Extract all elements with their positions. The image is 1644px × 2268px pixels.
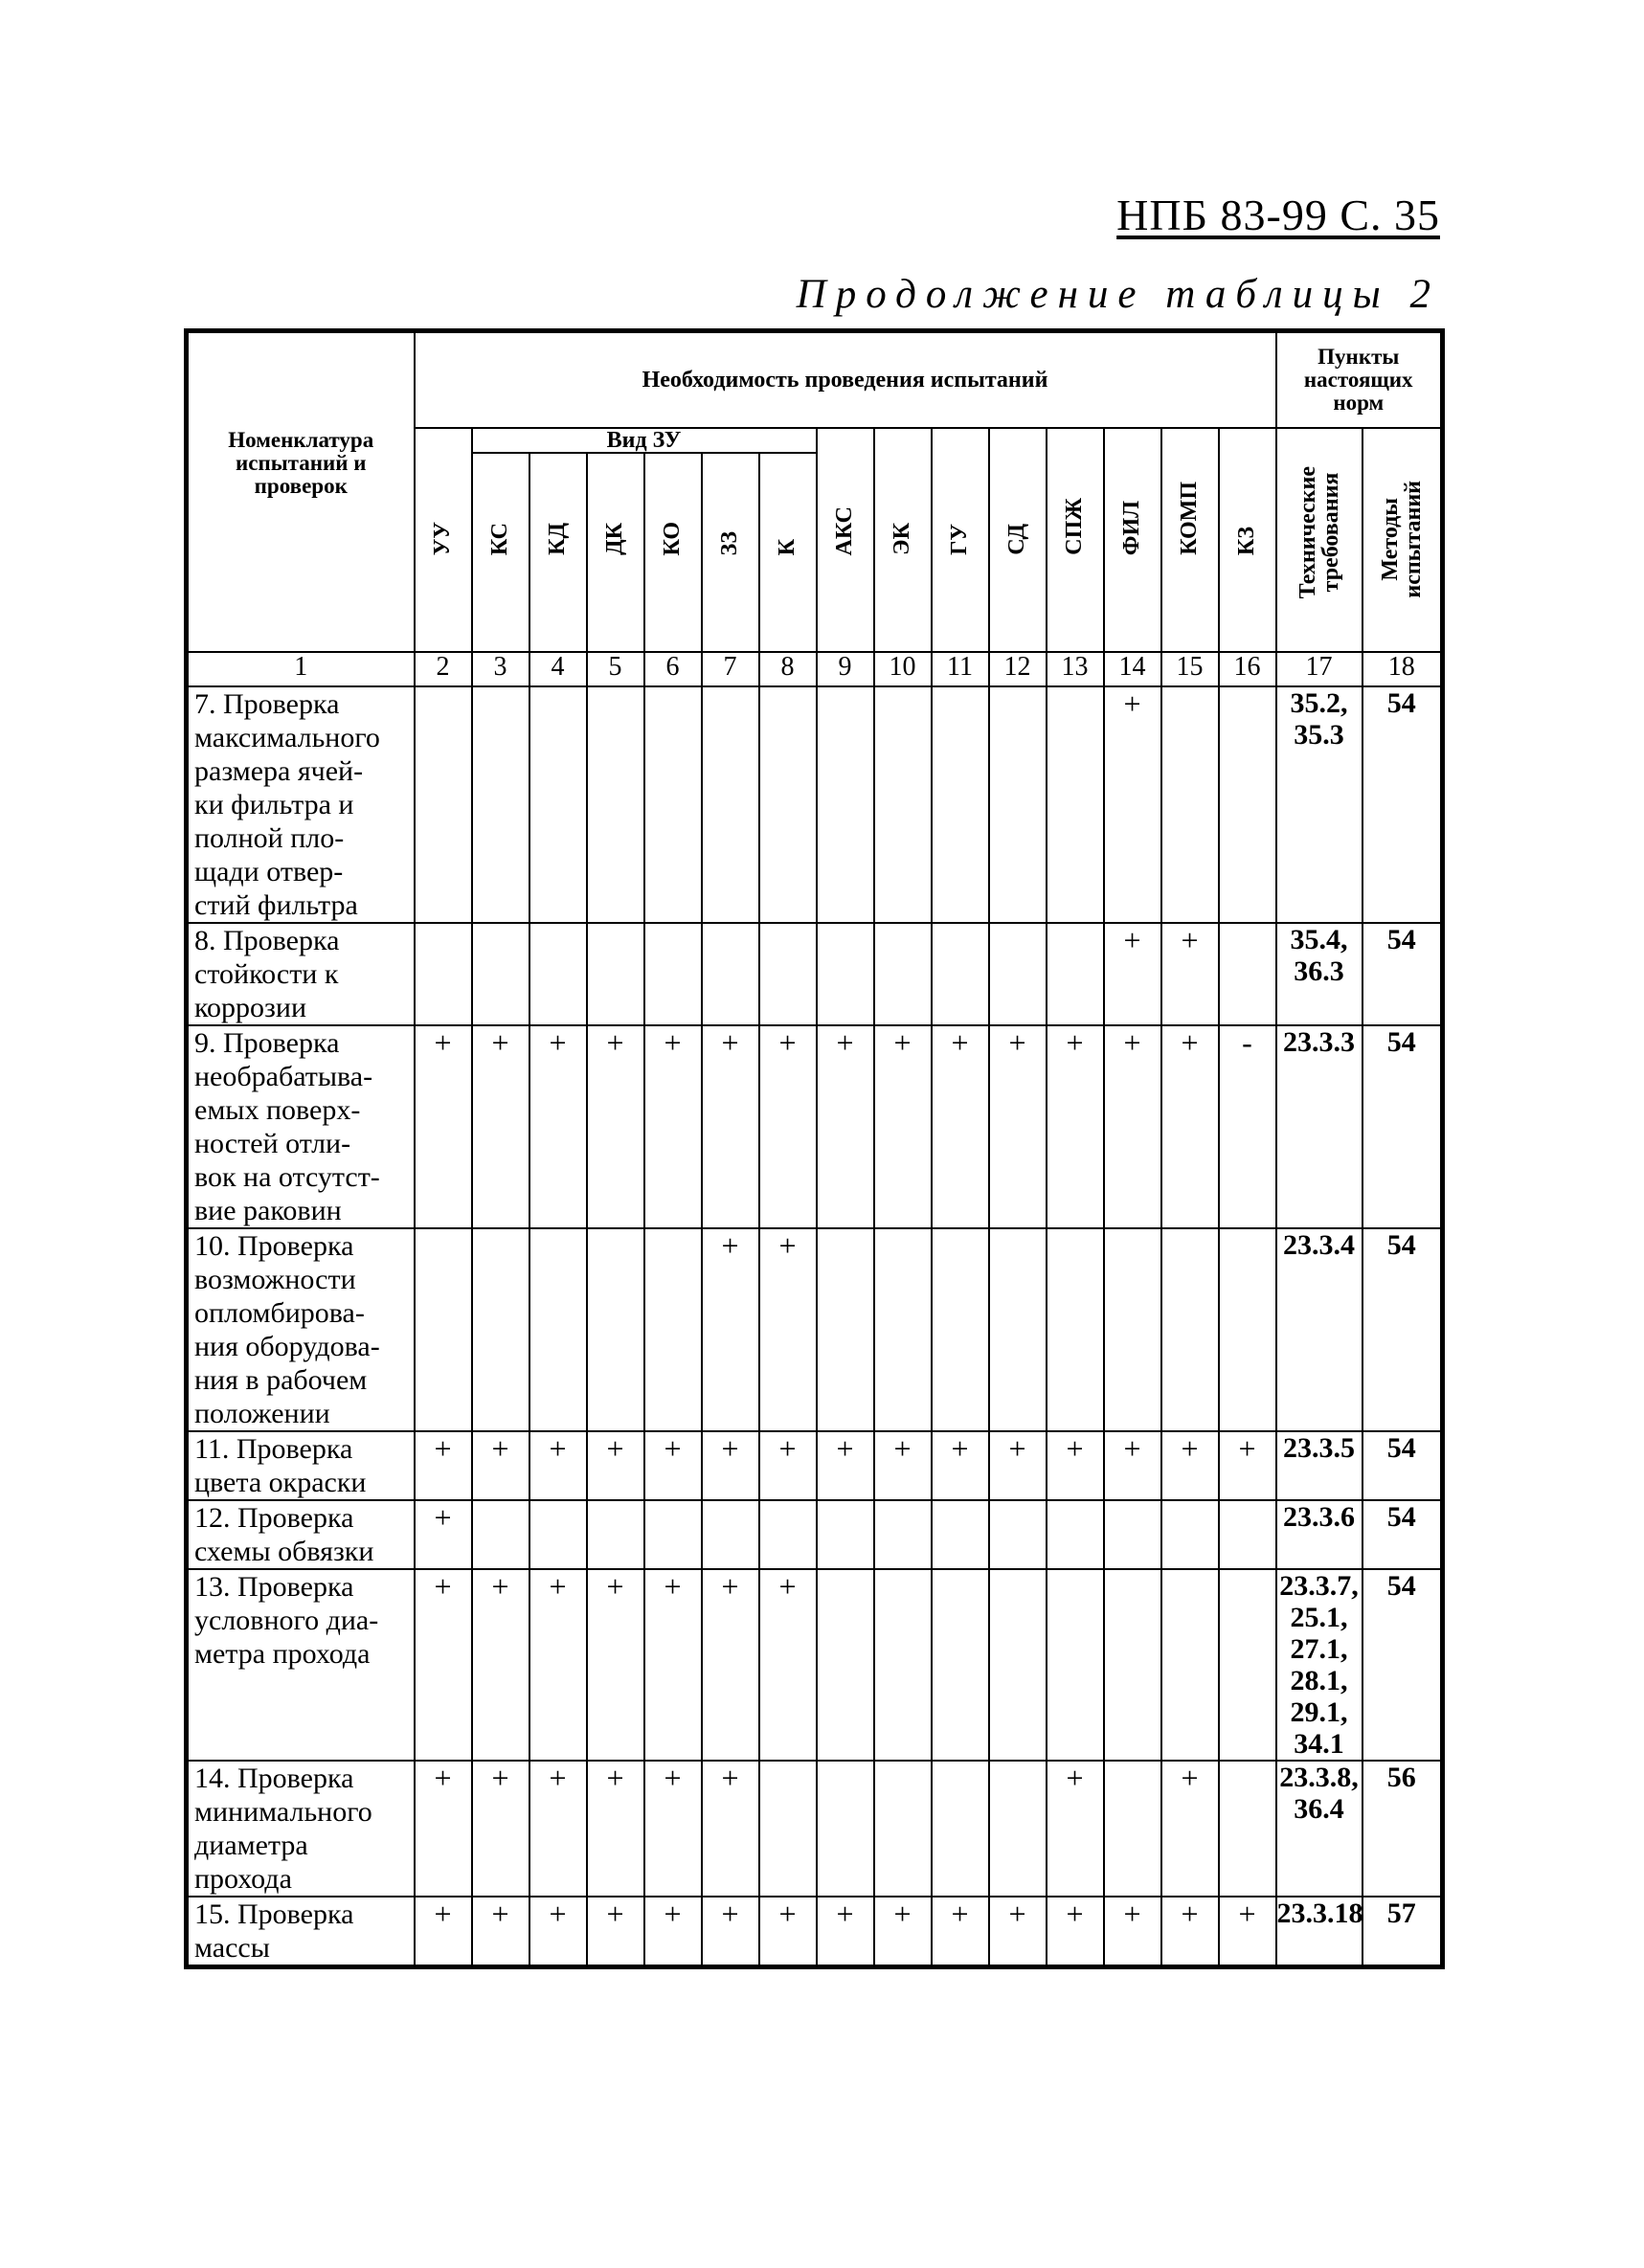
applicability-mark: [989, 1761, 1047, 1897]
applicability-mark: +: [587, 1431, 644, 1500]
applicability-mark: +: [1161, 1897, 1219, 1967]
applicability-mark: [817, 1761, 874, 1897]
applicability-mark: +: [587, 1897, 644, 1967]
applicability-mark: +: [644, 1897, 702, 1967]
applicability-mark: +: [817, 1431, 874, 1500]
applicability-mark: +: [529, 1431, 587, 1500]
applicability-mark: +: [702, 1228, 759, 1431]
applicability-mark: [1104, 1500, 1161, 1569]
applicability-mark: +: [415, 1500, 472, 1569]
applicability-mark: [587, 1500, 644, 1569]
applicability-mark: +: [644, 1431, 702, 1500]
col-header-ko: КО: [644, 453, 702, 652]
applicability-mark: [1047, 1500, 1104, 1569]
applicability-mark: +: [1104, 923, 1161, 1025]
applicability-mark: +: [472, 1569, 529, 1761]
applicability-mark: [817, 1228, 874, 1431]
column-number: 8: [759, 652, 817, 686]
tech-requirements-ref: 35.2, 35.3: [1276, 686, 1362, 923]
applicability-mark: [702, 1500, 759, 1569]
column-number: 9: [817, 652, 874, 686]
test-methods-ref: 54: [1362, 1025, 1443, 1228]
test-name: 9. Проверка необрабатыва- емых поверх- ностей отли- вок на отсутст- вие раковин: [187, 1025, 415, 1228]
applicability-mark: [874, 1761, 932, 1897]
applicability-mark: +: [759, 1228, 817, 1431]
applicability-mark: [1161, 1228, 1219, 1431]
test-name: 14. Проверка минимального диаметра прохода: [187, 1761, 415, 1897]
tech-requirements-ref: 23.3.18: [1276, 1897, 1362, 1967]
applicability-mark: +: [644, 1761, 702, 1897]
page-header: НПБ 83-99 С. 35: [1116, 191, 1440, 239]
table-row: [187, 923, 1443, 1025]
column-number: 14: [1104, 652, 1161, 686]
applicability-mark: +: [874, 1025, 932, 1228]
applicability-mark: +: [472, 1761, 529, 1897]
applicability-mark: [932, 686, 989, 923]
applicability-mark: [415, 1228, 472, 1431]
applicability-mark: [472, 1228, 529, 1431]
applicability-mark: [1219, 1761, 1276, 1897]
applicability-mark: [1219, 1569, 1276, 1761]
col-header-komp: КОМП: [1161, 428, 1219, 652]
norm-points-header: Пункты настоящих норм: [1276, 331, 1443, 429]
column-number: 3: [472, 652, 529, 686]
applicability-mark: [759, 1761, 817, 1897]
test-methods-ref: 54: [1362, 923, 1443, 1025]
applicability-mark: +: [702, 1025, 759, 1228]
column-number: 10: [874, 652, 932, 686]
applicability-mark: +: [587, 1569, 644, 1761]
applicability-mark: [817, 923, 874, 1025]
applicability-mark: [587, 1228, 644, 1431]
applicability-mark: [989, 923, 1047, 1025]
applicability-mark: +: [644, 1569, 702, 1761]
tech-requirements-ref: 23.3.5: [1276, 1431, 1362, 1500]
applicability-mark: [759, 686, 817, 923]
applicability-mark: +: [1104, 686, 1161, 923]
applicability-mark: +: [415, 1431, 472, 1500]
column-number: 13: [1047, 652, 1104, 686]
column-number: 5: [587, 652, 644, 686]
applicability-mark: +: [874, 1431, 932, 1500]
applicability-mark: [415, 686, 472, 923]
col-header-zz: ЗЗ: [702, 453, 759, 652]
applicability-mark: [932, 1500, 989, 1569]
applicability-mark: [1047, 686, 1104, 923]
test-methods-ref: 57: [1362, 1897, 1443, 1967]
col-header-spzh: СПЖ: [1047, 428, 1104, 652]
tech-requirements-ref: 23.3.6: [1276, 1500, 1362, 1569]
applicability-mark: [874, 1228, 932, 1431]
applicability-mark: [1219, 1500, 1276, 1569]
applicability-mark: [644, 1500, 702, 1569]
tests-table: [184, 328, 1445, 1969]
applicability-mark: +: [472, 1431, 529, 1500]
column-number: 12: [989, 652, 1047, 686]
applicability-mark: [932, 1569, 989, 1761]
applicability-mark: +: [989, 1025, 1047, 1228]
applicability-mark: [587, 923, 644, 1025]
table-row: [187, 686, 1443, 923]
applicability-mark: [874, 686, 932, 923]
applicability-mark: [817, 686, 874, 923]
applicability-mark: +: [587, 1025, 644, 1228]
applicability-mark: +: [1047, 1431, 1104, 1500]
applicability-mark: [989, 1500, 1047, 1569]
col-header-tech-requirements: Технические требования: [1276, 428, 1362, 652]
table-row: [187, 1431, 1443, 1500]
applicability-mark: +: [1161, 923, 1219, 1025]
applicability-mark: +: [932, 1025, 989, 1228]
table-row: [187, 1228, 1443, 1431]
column-number: 1: [187, 652, 415, 686]
applicability-mark: [1104, 1228, 1161, 1431]
col-header-test-methods: Методы испытаний: [1362, 428, 1443, 652]
applicability-mark: +: [1219, 1431, 1276, 1500]
column-number: 17: [1276, 652, 1362, 686]
test-methods-ref: 54: [1362, 1569, 1443, 1761]
applicability-mark: [817, 1569, 874, 1761]
test-name: 12. Проверка схемы обвязки: [187, 1500, 415, 1569]
test-name: 7. Проверка максимального размера ячей- ки фильтра и полной пло- щади отвер- стий фильтра: [187, 686, 415, 923]
applicability-mark: +: [415, 1897, 472, 1967]
applicability-mark: [817, 1500, 874, 1569]
applicability-mark: +: [1047, 1761, 1104, 1897]
applicability-mark: +: [759, 1569, 817, 1761]
applicability-mark: [415, 923, 472, 1025]
vid-zu-header: Вид ЗУ: [472, 428, 817, 453]
col-header-gu: ГУ: [932, 428, 989, 652]
applicability-mark: +: [932, 1897, 989, 1967]
applicability-mark: +: [759, 1025, 817, 1228]
applicability-mark: [1219, 1228, 1276, 1431]
test-methods-ref: 54: [1362, 1431, 1443, 1500]
test-name: 13. Проверка условного диа- метра прохода: [187, 1569, 415, 1761]
applicability-mark: +: [1161, 1431, 1219, 1500]
test-methods-ref: 54: [1362, 686, 1443, 923]
applicability-mark: [989, 1228, 1047, 1431]
applicability-mark: +: [989, 1431, 1047, 1500]
applicability-mark: [1161, 1569, 1219, 1761]
applicability-mark: +: [1161, 1025, 1219, 1228]
col-header-uu: УУ: [415, 428, 472, 652]
applicability-mark: [1047, 923, 1104, 1025]
table-row: [187, 1569, 1443, 1761]
applicability-mark: +: [874, 1897, 932, 1967]
table-row: [187, 1897, 1443, 1967]
column-number: 6: [644, 652, 702, 686]
applicability-mark: +: [529, 1569, 587, 1761]
applicability-mark: [1219, 686, 1276, 923]
applicability-mark: [472, 923, 529, 1025]
tech-requirements-ref: 35.4, 36.3: [1276, 923, 1362, 1025]
test-methods-ref: 54: [1362, 1500, 1443, 1569]
applicability-mark: +: [1047, 1897, 1104, 1967]
tech-requirements-ref: 23.3.4: [1276, 1228, 1362, 1431]
applicability-mark: +: [702, 1761, 759, 1897]
applicability-mark: [1047, 1228, 1104, 1431]
applicability-mark: +: [415, 1025, 472, 1228]
applicability-mark: [644, 1228, 702, 1431]
applicability-mark: +: [989, 1897, 1047, 1967]
applicability-mark: +: [702, 1431, 759, 1500]
applicability-mark: +: [529, 1025, 587, 1228]
applicability-mark: [932, 1228, 989, 1431]
applicability-mark: [644, 923, 702, 1025]
test-name: 15. Проверка массы: [187, 1897, 415, 1967]
applicability-mark: [587, 686, 644, 923]
col-header-aks: АКС: [817, 428, 874, 652]
applicability-mark: [529, 686, 587, 923]
applicability-mark: -: [1219, 1025, 1276, 1228]
col-header-k: К: [759, 453, 817, 652]
applicability-mark: [702, 923, 759, 1025]
col-header-ek: ЭК: [874, 428, 932, 652]
table-row: [187, 1761, 1443, 1897]
applicability-mark: +: [587, 1761, 644, 1897]
col-header-fil: ФИЛ: [1104, 428, 1161, 652]
applicability-mark: [932, 923, 989, 1025]
column-number: 18: [1362, 652, 1443, 686]
necessity-header: Необходимость проведения испытаний: [415, 331, 1276, 429]
applicability-mark: +: [1104, 1897, 1161, 1967]
applicability-mark: +: [817, 1897, 874, 1967]
col-header-kz: КЗ: [1219, 428, 1276, 652]
test-methods-ref: 54: [1362, 1228, 1443, 1431]
applicability-mark: [1104, 1761, 1161, 1897]
applicability-mark: +: [529, 1761, 587, 1897]
applicability-mark: +: [817, 1025, 874, 1228]
applicability-mark: [989, 1569, 1047, 1761]
applicability-mark: +: [759, 1431, 817, 1500]
applicability-mark: [644, 686, 702, 923]
applicability-mark: +: [702, 1897, 759, 1967]
applicability-mark: [989, 686, 1047, 923]
applicability-mark: +: [1219, 1897, 1276, 1967]
tech-requirements-ref: 23.3.7, 25.1, 27.1, 28.1, 29.1, 34.1: [1276, 1569, 1362, 1761]
applicability-mark: +: [644, 1025, 702, 1228]
col-header-ks: КС: [472, 453, 529, 652]
applicability-mark: +: [415, 1761, 472, 1897]
applicability-mark: [874, 1500, 932, 1569]
applicability-mark: [874, 1569, 932, 1761]
column-number: 2: [415, 652, 472, 686]
applicability-mark: [529, 1500, 587, 1569]
applicability-mark: [759, 923, 817, 1025]
applicability-mark: +: [759, 1897, 817, 1967]
nomenclature-header: Номенклатура испытаний и проверок: [187, 331, 415, 653]
applicability-mark: [472, 1500, 529, 1569]
applicability-mark: [1104, 1569, 1161, 1761]
test-name: 11. Проверка цвета окраски: [187, 1431, 415, 1500]
applicability-mark: [529, 1228, 587, 1431]
tech-requirements-ref: 23.3.3: [1276, 1025, 1362, 1228]
applicability-mark: [1161, 1500, 1219, 1569]
column-number: 15: [1161, 652, 1219, 686]
test-methods-ref: 56: [1362, 1761, 1443, 1897]
applicability-mark: +: [529, 1897, 587, 1967]
applicability-mark: [1219, 923, 1276, 1025]
column-number-row: [187, 652, 1443, 686]
applicability-mark: +: [1104, 1431, 1161, 1500]
col-header-kd: КД: [529, 453, 587, 652]
applicability-mark: +: [932, 1431, 989, 1500]
column-number: 4: [529, 652, 587, 686]
applicability-mark: [529, 923, 587, 1025]
applicability-mark: [1161, 686, 1219, 923]
col-header-sd: СД: [989, 428, 1047, 652]
continuation-title: Продолжение таблицы 2: [796, 272, 1440, 317]
applicability-mark: [932, 1761, 989, 1897]
table-row: [187, 1025, 1443, 1228]
applicability-mark: [472, 686, 529, 923]
applicability-mark: [702, 686, 759, 923]
tech-requirements-ref: 23.3.8, 36.4: [1276, 1761, 1362, 1897]
column-number: 16: [1219, 652, 1276, 686]
column-number: 11: [932, 652, 989, 686]
column-number: 7: [702, 652, 759, 686]
applicability-mark: +: [415, 1569, 472, 1761]
test-name: 10. Проверка возможности опломбирова- ния оборудова- ния в рабочем положении: [187, 1228, 415, 1431]
col-header-dk: ДК: [587, 453, 644, 652]
applicability-mark: +: [1161, 1761, 1219, 1897]
applicability-mark: +: [472, 1897, 529, 1967]
applicability-mark: [874, 923, 932, 1025]
applicability-mark: +: [1104, 1025, 1161, 1228]
applicability-mark: +: [1047, 1025, 1104, 1228]
table-row: [187, 1500, 1443, 1569]
applicability-mark: [1047, 1569, 1104, 1761]
test-name: 8. Проверка стойкости к коррозии: [187, 923, 415, 1025]
applicability-mark: +: [472, 1025, 529, 1228]
applicability-mark: +: [702, 1569, 759, 1761]
applicability-mark: [759, 1500, 817, 1569]
